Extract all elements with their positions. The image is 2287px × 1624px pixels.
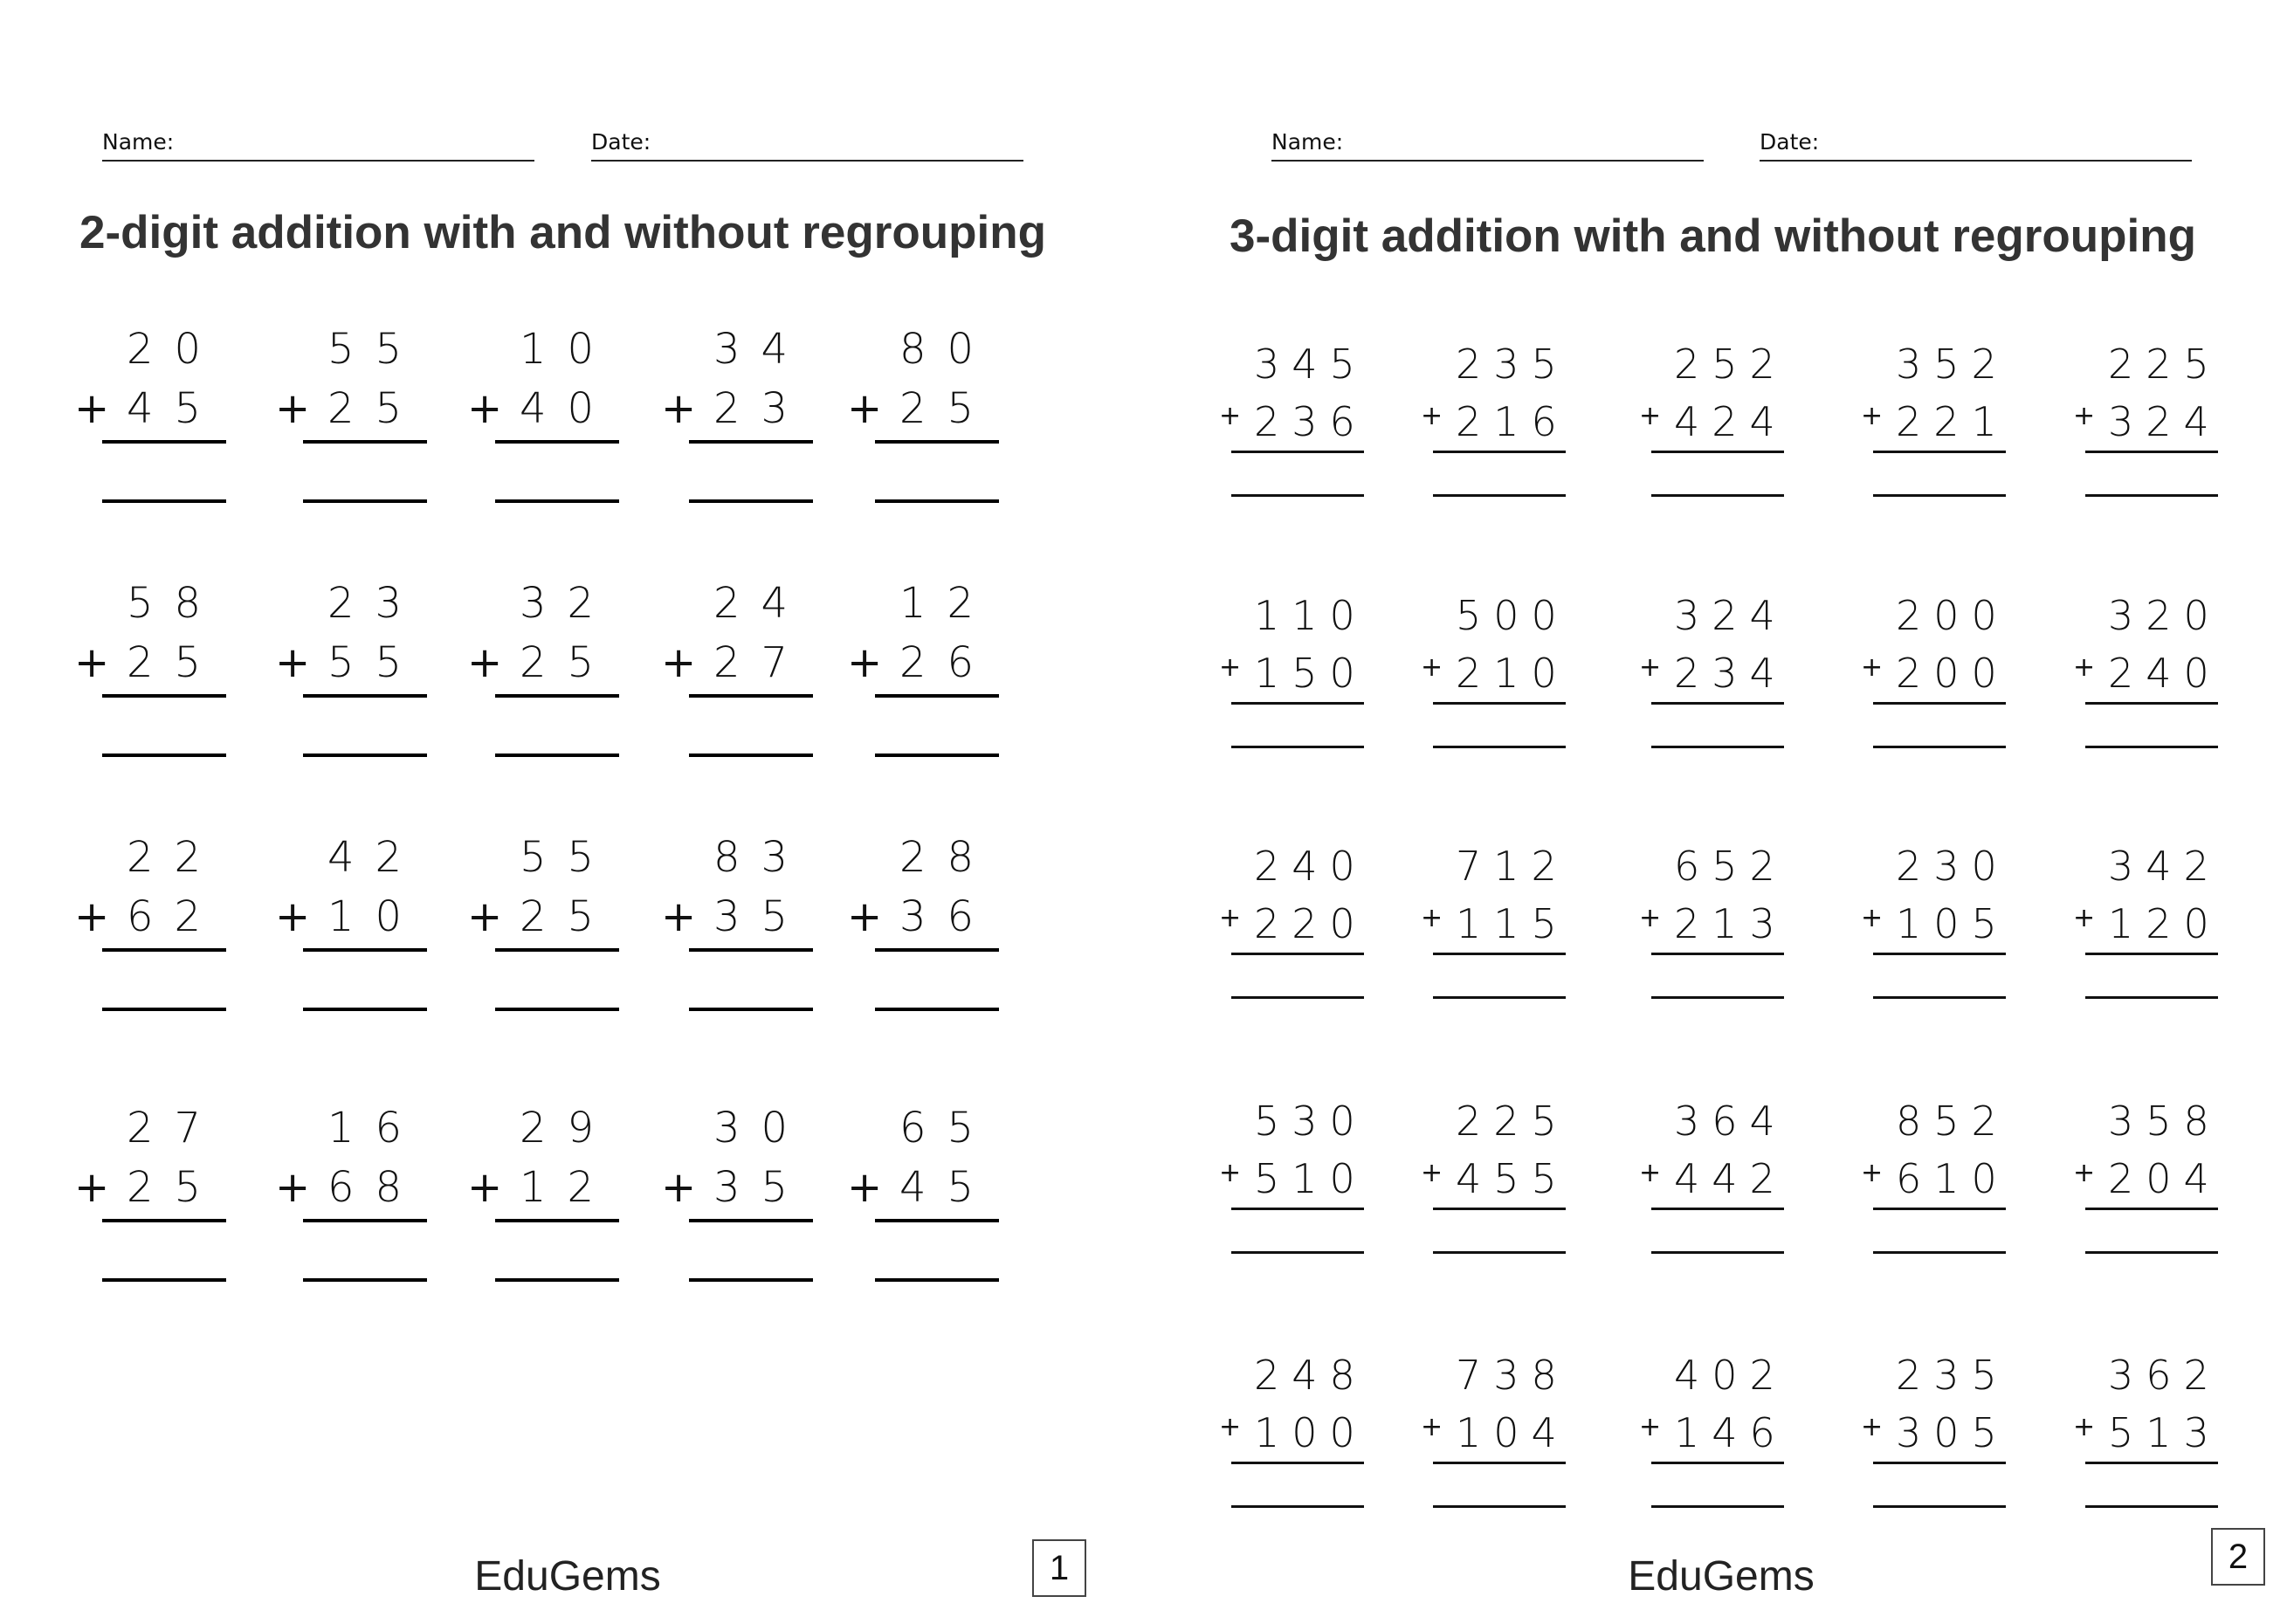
addend-bottom: 35	[713, 892, 809, 941]
sum-line	[1433, 702, 1566, 705]
name-label: Name:	[1271, 129, 1344, 155]
addend-top: 24	[713, 579, 809, 628]
answer-line[interactable]	[495, 1008, 619, 1011]
sum-line	[2085, 1462, 2218, 1464]
answer-line[interactable]	[1231, 1251, 1364, 1254]
addend-bottom: 442	[1674, 1155, 1788, 1202]
addition-problem	[1861, 1098, 2027, 1298]
addition-problem	[1421, 1098, 1587, 1298]
addend-bottom: 324	[2108, 398, 2222, 445]
addend-bottom: 27	[713, 638, 809, 687]
addend-bottom: 12	[520, 1163, 616, 1212]
addend-bottom: 146	[1674, 1409, 1788, 1456]
answer-line[interactable]	[1433, 746, 1566, 748]
answer-line[interactable]	[102, 1278, 226, 1282]
answer-line[interactable]	[875, 499, 999, 503]
addition-problem	[2073, 341, 2239, 541]
addend-top: 324	[1674, 592, 1788, 639]
sum-line	[1651, 1208, 1784, 1210]
addition-problem	[1639, 843, 1805, 1043]
addend-bottom: 150	[1254, 650, 1367, 697]
plus-sign: +	[661, 892, 697, 941]
addend-top: 55	[327, 325, 424, 374]
answer-line[interactable]	[689, 499, 813, 503]
worksheet-page-1	[0, 0, 1143, 1624]
answer-line[interactable]	[303, 499, 427, 503]
plus-sign: +	[847, 892, 883, 941]
plus-sign: +	[1861, 1412, 1884, 1442]
addition-problem	[74, 579, 240, 780]
addend-bottom: 105	[1896, 900, 2009, 947]
plus-sign: +	[467, 638, 503, 687]
sum-line	[303, 440, 427, 444]
plus-sign: +	[74, 892, 110, 941]
plus-sign: +	[2073, 401, 2096, 431]
addend-bottom: 36	[899, 892, 995, 941]
answer-line[interactable]	[1873, 746, 2006, 748]
sum-line	[1433, 1208, 1566, 1210]
addend-top: 352	[1896, 341, 2009, 388]
addend-bottom: 424	[1674, 398, 1788, 445]
addend-top: 235	[1456, 341, 1569, 388]
sum-line	[1651, 1462, 1784, 1464]
plus-sign: +	[2073, 652, 2096, 683]
date-label: Date:	[1760, 129, 1820, 155]
sum-line	[303, 948, 427, 952]
answer-line[interactable]	[1433, 996, 1566, 999]
addend-bottom: 25	[127, 1163, 223, 1212]
page-title: 3-digit addition with and without regrouping	[1230, 210, 2196, 262]
addend-top: 32	[520, 579, 616, 628]
addend-top: 30	[713, 1104, 809, 1153]
addend-bottom: 455	[1456, 1155, 1569, 1202]
name-field[interactable]	[102, 125, 534, 162]
plus-sign: +	[2073, 1158, 2096, 1188]
sum-line	[1231, 451, 1364, 453]
answer-line[interactable]	[1873, 1251, 2006, 1254]
answer-line[interactable]	[1873, 494, 2006, 497]
addend-top: 83	[713, 833, 809, 882]
plus-sign: +	[661, 1163, 697, 1212]
addend-top: 248	[1254, 1352, 1367, 1399]
answer-line[interactable]	[495, 499, 619, 503]
sum-line	[1651, 953, 1784, 955]
addend-top: 738	[1456, 1352, 1569, 1399]
plus-sign: +	[661, 638, 697, 687]
plus-sign: +	[275, 892, 311, 941]
sum-line	[1873, 1462, 2006, 1464]
date-field[interactable]	[591, 125, 1023, 162]
addend-top: 29	[520, 1104, 616, 1153]
addend-bottom: 220	[1254, 900, 1367, 947]
addend-top: 235	[1896, 1352, 2009, 1399]
plus-sign: +	[847, 384, 883, 433]
sum-line	[689, 440, 813, 444]
answer-line[interactable]	[1433, 1505, 1566, 1508]
addend-bottom: 200	[1896, 650, 2009, 697]
addition-problem	[1219, 341, 1385, 541]
addition-problem	[275, 1104, 441, 1304]
addition-problem	[1639, 341, 1805, 541]
addition-problem	[661, 579, 827, 780]
plus-sign: +	[74, 384, 110, 433]
plus-sign: +	[1219, 1412, 1242, 1442]
addend-top: 58	[127, 579, 223, 628]
addition-problem	[1421, 592, 1587, 793]
answer-line[interactable]	[1651, 1505, 1784, 1508]
plus-sign: +	[1219, 1158, 1242, 1188]
addend-bottom: 68	[327, 1163, 424, 1212]
addend-top: 240	[1254, 843, 1367, 890]
addition-problem	[1861, 1352, 2027, 1552]
answer-line[interactable]	[2085, 494, 2218, 497]
addition-problem	[74, 1104, 240, 1304]
sum-line	[1433, 1462, 1566, 1464]
addend-bottom: 120	[2108, 900, 2222, 947]
plus-sign: +	[1639, 401, 1662, 431]
addend-bottom: 213	[1674, 900, 1788, 947]
answer-line[interactable]	[1231, 494, 1364, 497]
plus-sign: +	[847, 638, 883, 687]
addend-bottom: 610	[1896, 1155, 2009, 1202]
plus-sign: +	[2073, 1412, 2096, 1442]
addition-problem	[847, 833, 1013, 1034]
addend-bottom: 45	[127, 384, 223, 433]
addition-problem	[74, 833, 240, 1034]
addend-top: 110	[1254, 592, 1367, 639]
sum-line	[102, 440, 226, 444]
sum-line	[689, 694, 813, 698]
plus-sign: +	[275, 638, 311, 687]
addition-problem	[467, 325, 633, 526]
addend-top: 200	[1896, 592, 2009, 639]
sum-line	[303, 1219, 427, 1222]
sum-line	[102, 694, 226, 698]
answer-line[interactable]	[1231, 1505, 1364, 1508]
page-number-box: 2	[2211, 1528, 2265, 1586]
addend-top: 362	[2108, 1352, 2222, 1399]
plus-sign: +	[1421, 652, 1443, 683]
plus-sign: +	[1421, 1158, 1443, 1188]
answer-line[interactable]	[495, 754, 619, 757]
sum-line	[875, 1219, 999, 1222]
plus-sign: +	[1639, 652, 1662, 683]
addend-top: 225	[1456, 1098, 1569, 1145]
addend-bottom: 10	[327, 892, 424, 941]
sum-line	[1433, 451, 1566, 453]
answer-line[interactable]	[689, 1278, 813, 1282]
sum-line	[1231, 1208, 1364, 1210]
addition-problem	[1421, 843, 1587, 1043]
sum-line	[1231, 702, 1364, 705]
addend-bottom: 510	[1254, 1155, 1367, 1202]
sum-line	[689, 948, 813, 952]
answer-line[interactable]	[1873, 996, 2006, 999]
answer-line[interactable]	[1873, 1505, 2006, 1508]
sum-line	[1873, 953, 2006, 955]
addend-top: 364	[1674, 1098, 1788, 1145]
addend-top: 358	[2108, 1098, 2222, 1145]
page-number-box: 1	[1032, 1539, 1086, 1597]
plus-sign: +	[1861, 1158, 1884, 1188]
addition-problem	[1639, 1098, 1805, 1298]
answer-line[interactable]	[303, 1008, 427, 1011]
addend-top: 80	[899, 325, 995, 374]
sum-line	[495, 440, 619, 444]
addition-problem	[1861, 341, 2027, 541]
sum-line	[495, 1219, 619, 1222]
plus-sign: +	[467, 384, 503, 433]
addition-problem	[2073, 1352, 2239, 1552]
date-label: Date:	[591, 129, 651, 155]
name-field[interactable]	[1271, 125, 1704, 162]
addition-problem	[1861, 843, 2027, 1043]
addend-top: 342	[2108, 843, 2222, 890]
addend-bottom: 45	[899, 1163, 995, 1212]
addend-bottom: 25	[327, 384, 424, 433]
sum-line	[102, 948, 226, 952]
addend-top: 852	[1896, 1098, 2009, 1145]
addend-top: 34	[713, 325, 809, 374]
answer-line[interactable]	[495, 1278, 619, 1282]
plus-sign: +	[275, 384, 311, 433]
addend-top: 16	[327, 1104, 424, 1153]
addend-bottom: 115	[1456, 900, 1569, 947]
addend-top: 652	[1674, 843, 1788, 890]
page-title: 2-digit addition with and without regrouping	[79, 207, 1046, 258]
answer-line[interactable]	[2085, 996, 2218, 999]
plus-sign: +	[1219, 652, 1242, 683]
addend-bottom: 55	[327, 638, 424, 687]
sum-line	[2085, 1208, 2218, 1210]
addition-problem	[275, 325, 441, 526]
addend-top: 27	[127, 1104, 223, 1153]
answer-line[interactable]	[1231, 746, 1364, 748]
answer-line[interactable]	[689, 754, 813, 757]
name-label: Name:	[102, 129, 175, 155]
addition-problem	[467, 1104, 633, 1304]
addend-bottom: 35	[713, 1163, 809, 1212]
answer-line[interactable]	[875, 1008, 999, 1011]
addend-top: 225	[2108, 341, 2222, 388]
answer-line[interactable]	[875, 754, 999, 757]
addition-problem	[1421, 1352, 1587, 1552]
addend-bottom: 305	[1896, 1409, 2009, 1456]
plus-sign: +	[847, 1163, 883, 1212]
addend-top: 12	[899, 579, 995, 628]
sum-line	[875, 694, 999, 698]
addition-problem	[1639, 1352, 1805, 1552]
addend-bottom: 234	[1674, 650, 1788, 697]
addition-problem	[1219, 843, 1385, 1043]
addition-problem	[1219, 1352, 1385, 1552]
addition-problem	[661, 1104, 827, 1304]
answer-line[interactable]	[2085, 1505, 2218, 1508]
addend-bottom: 25	[520, 892, 616, 941]
plus-sign: +	[1421, 1412, 1443, 1442]
addend-top: 55	[520, 833, 616, 882]
sum-line	[2085, 953, 2218, 955]
sum-line	[875, 440, 999, 444]
addend-bottom: 26	[899, 638, 995, 687]
answer-line[interactable]	[102, 1008, 226, 1011]
addition-problem	[1639, 592, 1805, 793]
addend-bottom: 210	[1456, 650, 1569, 697]
addend-bottom: 25	[899, 384, 995, 433]
sum-line	[495, 694, 619, 698]
plus-sign: +	[74, 638, 110, 687]
plus-sign: +	[1421, 903, 1443, 933]
answer-line[interactable]	[1651, 1251, 1784, 1254]
plus-sign: +	[661, 384, 697, 433]
plus-sign: +	[1861, 401, 1884, 431]
addition-problem	[1219, 1098, 1385, 1298]
sum-line	[303, 694, 427, 698]
addition-problem	[467, 833, 633, 1034]
answer-line[interactable]	[2085, 746, 2218, 748]
addition-problem	[661, 833, 827, 1034]
sum-line	[875, 948, 999, 952]
plus-sign: +	[1219, 401, 1242, 431]
addition-problem	[661, 325, 827, 526]
addend-top: 42	[327, 833, 424, 882]
addend-top: 230	[1896, 843, 2009, 890]
addend-bottom: 25	[520, 638, 616, 687]
answer-line[interactable]	[689, 1008, 813, 1011]
plus-sign: +	[1639, 903, 1662, 933]
answer-line[interactable]	[1231, 996, 1364, 999]
brand-footer: EduGems	[1628, 1553, 1815, 1600]
addend-top: 28	[899, 833, 995, 882]
plus-sign: +	[467, 1163, 503, 1212]
answer-line[interactable]	[2085, 1251, 2218, 1254]
addend-bottom: 216	[1456, 398, 1569, 445]
plus-sign: +	[1219, 903, 1242, 933]
plus-sign: +	[1639, 1158, 1662, 1188]
answer-line[interactable]	[1651, 996, 1784, 999]
addition-problem	[275, 579, 441, 780]
answer-line[interactable]	[303, 754, 427, 757]
addition-problem	[1219, 592, 1385, 793]
plus-sign: +	[1421, 401, 1443, 431]
worksheet-page-2	[1144, 0, 2287, 1624]
addend-top: 20	[127, 325, 223, 374]
answer-line[interactable]	[1651, 746, 1784, 748]
addend-bottom: 221	[1896, 398, 2009, 445]
addend-top: 500	[1456, 592, 1569, 639]
addend-bottom: 23	[713, 384, 809, 433]
addition-problem	[1421, 341, 1587, 541]
addend-bottom: 40	[520, 384, 616, 433]
addend-top: 345	[1254, 341, 1367, 388]
sum-line	[1231, 953, 1364, 955]
addend-bottom: 240	[2108, 650, 2222, 697]
addend-top: 530	[1254, 1098, 1367, 1145]
answer-line[interactable]	[102, 754, 226, 757]
answer-line[interactable]	[102, 499, 226, 503]
addition-problem	[1861, 592, 2027, 793]
sum-line	[1651, 451, 1784, 453]
addend-bottom: 104	[1456, 1409, 1569, 1456]
plus-sign: +	[1861, 903, 1884, 933]
sum-line	[2085, 702, 2218, 705]
date-field[interactable]	[1760, 125, 2192, 162]
answer-line[interactable]	[1433, 494, 1566, 497]
addition-problem	[847, 579, 1013, 780]
sum-line	[689, 1219, 813, 1222]
addend-top: 712	[1456, 843, 1569, 890]
answer-line[interactable]	[1651, 494, 1784, 497]
addition-problem	[847, 325, 1013, 526]
sum-line	[1873, 702, 2006, 705]
brand-footer: EduGems	[474, 1553, 661, 1600]
addition-problem	[2073, 843, 2239, 1043]
addend-top: 65	[899, 1104, 995, 1153]
plus-sign: +	[74, 1163, 110, 1212]
sum-line	[1873, 1208, 2006, 1210]
addend-bottom: 204	[2108, 1155, 2222, 1202]
plus-sign: +	[275, 1163, 311, 1212]
plus-sign: +	[1639, 1412, 1662, 1442]
addition-problem	[2073, 592, 2239, 793]
answer-line[interactable]	[303, 1278, 427, 1282]
sum-line	[1651, 702, 1784, 705]
sum-line	[1873, 451, 2006, 453]
addend-bottom: 236	[1254, 398, 1367, 445]
addend-top: 320	[2108, 592, 2222, 639]
addend-bottom: 62	[127, 892, 223, 941]
answer-line[interactable]	[875, 1278, 999, 1282]
sum-line	[495, 948, 619, 952]
sum-line	[1231, 1462, 1364, 1464]
addend-bottom: 513	[2108, 1409, 2222, 1456]
addend-top: 23	[327, 579, 424, 628]
addition-problem	[275, 833, 441, 1034]
addition-problem	[74, 325, 240, 526]
addition-problem	[2073, 1098, 2239, 1298]
sum-line	[102, 1219, 226, 1222]
answer-line[interactable]	[1433, 1251, 1566, 1254]
addend-top: 402	[1674, 1352, 1788, 1399]
addend-top: 22	[127, 833, 223, 882]
addend-top: 252	[1674, 341, 1788, 388]
sum-line	[1433, 953, 1566, 955]
sum-line	[2085, 451, 2218, 453]
plus-sign: +	[2073, 903, 2096, 933]
addition-problem	[467, 579, 633, 780]
addend-bottom: 25	[127, 638, 223, 687]
addition-problem	[847, 1104, 1013, 1304]
plus-sign: +	[1861, 652, 1884, 683]
plus-sign: +	[467, 892, 503, 941]
addend-bottom: 100	[1254, 1409, 1367, 1456]
addend-top: 10	[520, 325, 616, 374]
